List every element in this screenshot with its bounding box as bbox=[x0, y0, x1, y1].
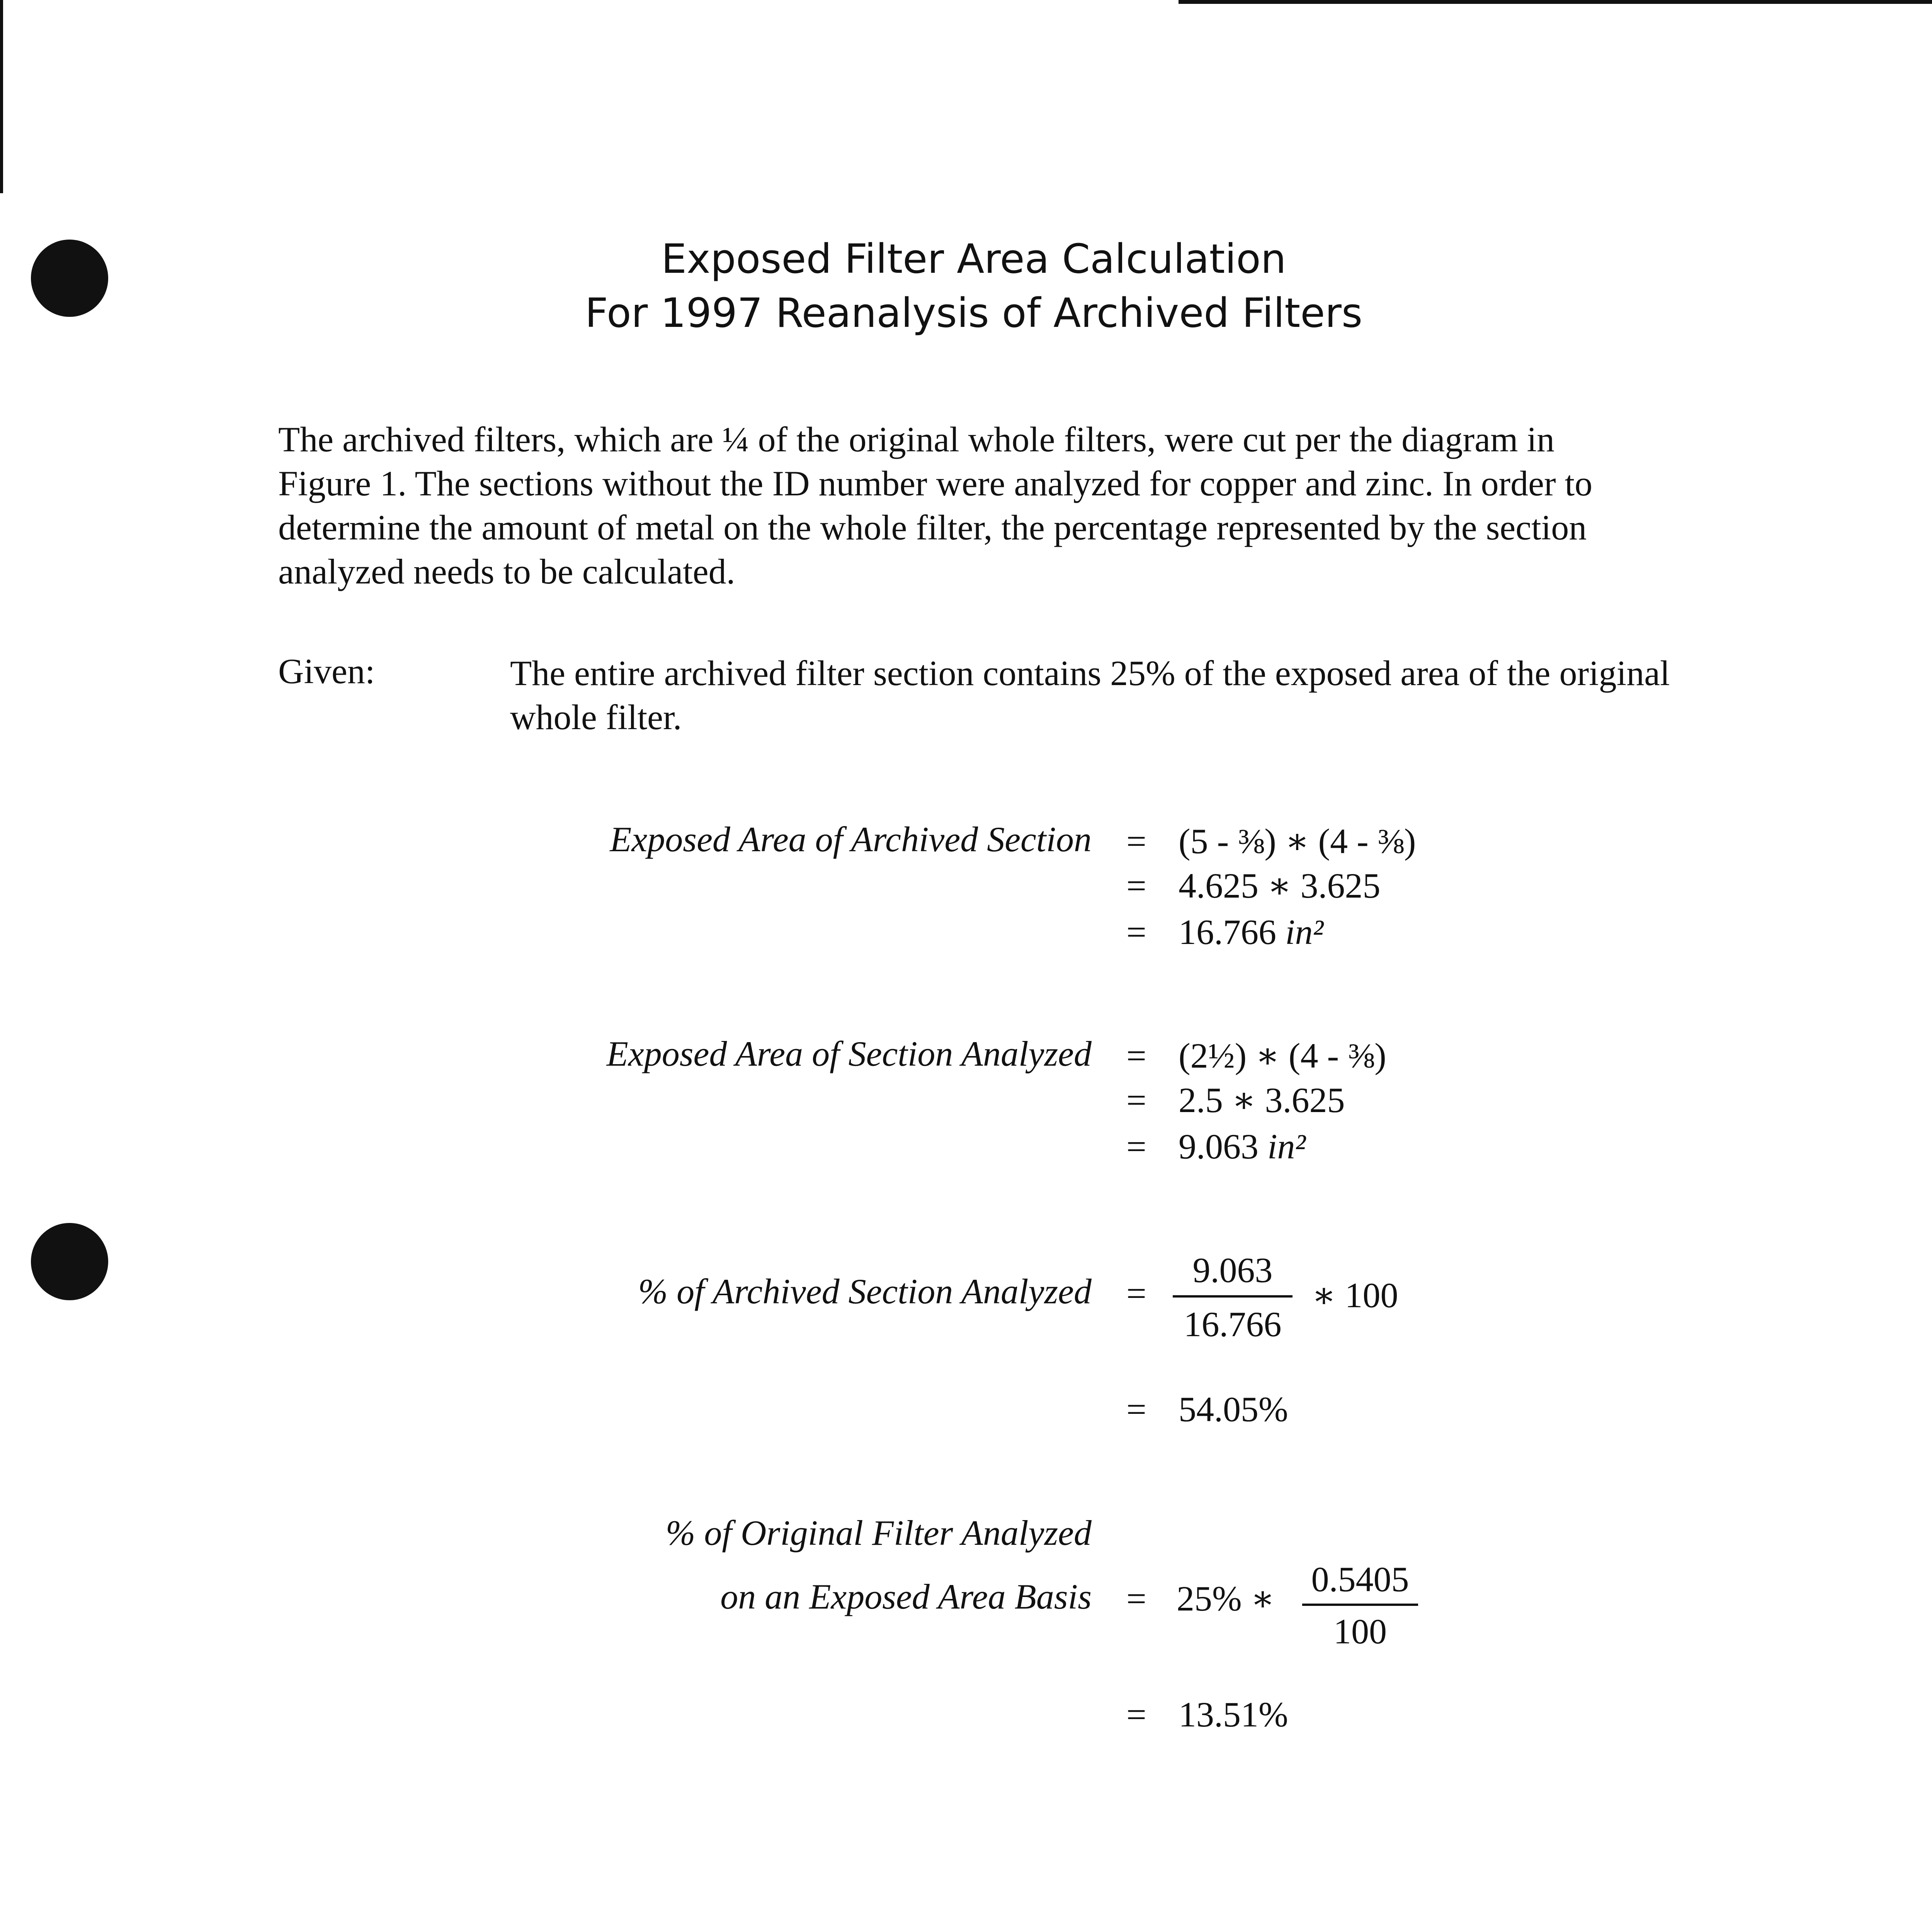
intro-line: determine the amount of metal on the whole filter, the percentage represented by the section bbox=[278, 508, 1587, 547]
left-edge-bar bbox=[0, 0, 3, 193]
given-line: The entire archived filter section contains 25% of the exposed area of the original bbox=[510, 653, 1670, 693]
equals-sign: = bbox=[1126, 821, 1146, 861]
equals-sign: = bbox=[1126, 1036, 1146, 1075]
equals-sign: = bbox=[1126, 1274, 1146, 1313]
calc3-denominator: 16.766 bbox=[1184, 1304, 1282, 1344]
calc2-step2: 2.5 ∗ 3.625 bbox=[1179, 1080, 1345, 1120]
calc1-step3 bbox=[1179, 910, 1323, 954]
calc4-result: 13.51% bbox=[1179, 1695, 1288, 1734]
calc2-step1: (2½) ∗ (4 - ⅜) bbox=[1179, 1036, 1386, 1075]
calc2-label: Exposed Area of Section Analyzed bbox=[606, 1034, 1092, 1073]
calc1-step1: (5 - ⅜) ∗ (4 - ⅜) bbox=[1179, 821, 1416, 861]
calc3-multiplier: ∗ 100 bbox=[1312, 1276, 1398, 1315]
calc2-area-value: 9.063 bbox=[1179, 1127, 1259, 1166]
calc1-step2: 4.625 ∗ 3.625 bbox=[1179, 866, 1381, 905]
equals-sign: = bbox=[1126, 1127, 1146, 1166]
calc1-label: Exposed Area of Archived Section bbox=[610, 820, 1092, 859]
equals-sign: = bbox=[1126, 1389, 1146, 1429]
calc3-result: 54.05% bbox=[1179, 1389, 1288, 1429]
calc4-label-line1: % of Original Filter Analyzed bbox=[665, 1513, 1092, 1553]
top-border-line bbox=[1179, 0, 1932, 4]
equals-sign: = bbox=[1126, 1695, 1146, 1734]
fraction-bar bbox=[1173, 1295, 1293, 1298]
page-title-line2: For 1997 Reanalysis of Archived Filters bbox=[585, 289, 1363, 337]
intro-line: The archived filters, which are ¼ of the original whole filters, were cut per the diagram in bbox=[278, 420, 1555, 459]
page-title-line1: Exposed Filter Area Calculation bbox=[661, 235, 1286, 282]
calc1-area-value: 16.766 bbox=[1179, 912, 1276, 952]
fraction-bar bbox=[1302, 1604, 1418, 1606]
area-unit: in² bbox=[1267, 1127, 1306, 1166]
given-label: Given: bbox=[278, 651, 375, 691]
area-unit: in² bbox=[1285, 912, 1324, 952]
calc2-step3 bbox=[1179, 1124, 1306, 1168]
binder-hole-middle bbox=[31, 1223, 108, 1300]
equals-sign: = bbox=[1126, 1080, 1146, 1120]
calc4-numerator: 0.5405 bbox=[1311, 1560, 1409, 1599]
calc4-denominator: 100 bbox=[1333, 1612, 1387, 1651]
given-text bbox=[510, 651, 1785, 739]
calc3-numerator: 9.063 bbox=[1192, 1250, 1273, 1290]
intro-paragraph bbox=[278, 417, 1747, 594]
equals-sign: = bbox=[1126, 866, 1146, 905]
equals-sign: = bbox=[1126, 1579, 1146, 1618]
given-line: whole filter. bbox=[510, 697, 682, 737]
calc4-prefix: 25% ∗ bbox=[1177, 1579, 1275, 1618]
intro-line: analyzed needs to be calculated. bbox=[278, 552, 735, 591]
intro-line: Figure 1. The sections without the ID number were analyzed for copper and zinc. In order to bbox=[278, 464, 1593, 503]
calc4-label-line2: on an Exposed Area Basis bbox=[720, 1577, 1092, 1616]
calc3-label: % of Archived Section Analyzed bbox=[638, 1272, 1092, 1311]
equals-sign: = bbox=[1126, 912, 1146, 952]
